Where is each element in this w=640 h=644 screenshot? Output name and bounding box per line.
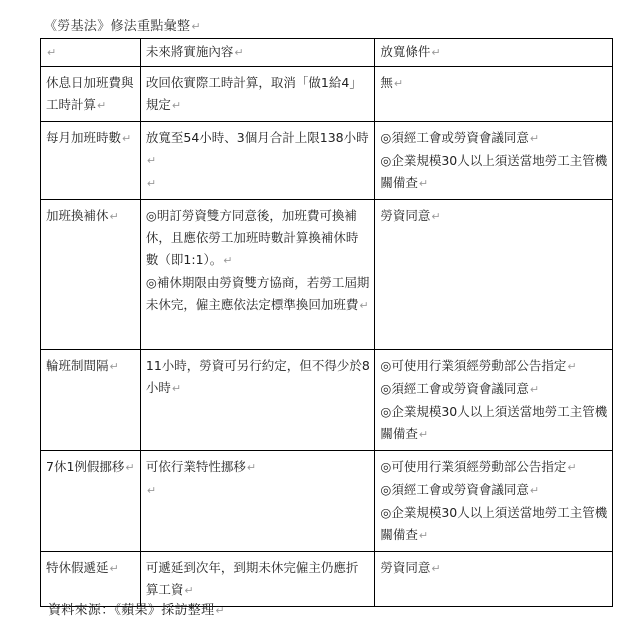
table-row [41,451,613,552]
item-cell: 7休1例假挪移↵ [41,451,141,552]
content-cell: 放寬至54小時、3個月合計上限138小時↵ ↵ [140,122,375,200]
conditions-cell: ◎須經工會或勞資會議同意↵ ◎企業規模30人以上須送當地勞工主管機關備查↵ [375,122,613,200]
content-cell: 11小時，勞資可另行約定，但不得少於8小時↵ [140,350,375,451]
header-cell: ↵ [41,39,141,67]
document-page [30,0,618,644]
content-cell: 可遞延到次年，到期未休完僱主仍應折算工資↵ [140,552,375,607]
table-header-row [41,39,613,67]
content-cell: 改回依實際工時計算，取消「做1給4」規定↵ [140,67,375,122]
conditions-cell: ◎可使用行業須經勞動部公告指定↵ ◎須經工會或勞資會議同意↵ ◎企業規模30人以上須送當地勞工主管機關備查↵ [375,451,613,552]
table-row [41,122,613,200]
conditions-cell: 勞資同意↵ [375,200,613,350]
source-note: 資料來源：《蘋果》採訪整理↵ [48,603,225,618]
document-title: 《勞基法》修法重點彙整↵ [44,19,201,34]
item-cell: 加班換補休↵ [41,200,141,350]
table-row [41,350,613,451]
header-cell: 未來將實施內容↵ [140,39,375,67]
content-cell: 可依行業特性挪移↵ ↵ [140,451,375,552]
conditions-cell: 無↵ [375,67,613,122]
conditions-cell: 勞資同意↵ [375,552,613,607]
item-cell: 特休假遞延↵ [41,552,141,607]
conditions-cell: ◎可使用行業須經勞動部公告指定↵ ◎須經工會或勞資會議同意↵ ◎企業規模30人以上須送當地勞工主管機關備查↵ [375,350,613,451]
amendment-summary-table [40,38,613,607]
item-cell: 休息日加班費與工時計算↵ [41,67,141,122]
table-row [41,67,613,122]
item-cell: 輪班制間隔↵ [41,350,141,451]
content-cell: ◎明訂勞資雙方同意後，加班費可換補休，且應依勞工加班時數計算換補休時數（即1:1）。↵ ◎補休期限由勞資雙方協商，若勞工屆期未休完，僱主應依法定標準換回加班費↵ [140,200,375,350]
table-row [41,200,613,350]
item-cell: 每月加班時數↵ [41,122,141,200]
header-cell: 放寬條件↵ [375,39,613,67]
